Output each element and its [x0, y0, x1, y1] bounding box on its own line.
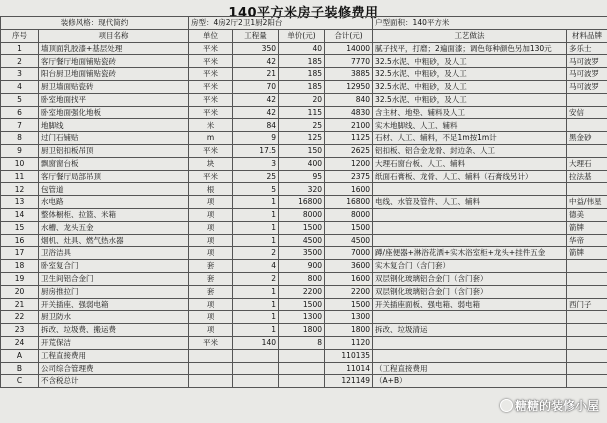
table-row — [1, 247, 607, 260]
table-cell: 4500 — [279, 234, 325, 247]
table-cell: A — [1, 349, 39, 362]
table-cell: 1800 — [279, 324, 325, 337]
table-cell: 1 — [233, 208, 279, 221]
table-row — [1, 196, 607, 209]
table-cell: 铝扣板、铝合金龙骨、封边条、人工 — [373, 144, 567, 157]
table-cell: 1 — [233, 285, 279, 298]
table-cell: 10 — [1, 157, 39, 170]
table-row — [1, 298, 607, 311]
table-cell: 德美 — [567, 208, 607, 221]
table-cell: 16 — [1, 234, 39, 247]
table-cell: 8000 — [325, 208, 373, 221]
table-cell: 42 — [233, 93, 279, 106]
table-cell: 14000 — [325, 42, 373, 55]
table-cell: 开关插座面板、强电箱、弱电箱 — [373, 298, 567, 311]
table-cell — [373, 336, 567, 349]
table-cell: 7000 — [325, 247, 373, 260]
table-cell — [373, 183, 567, 196]
table-cell: 42 — [233, 55, 279, 68]
table-cell: 卧室地面找平 — [39, 93, 189, 106]
table-cell: 1 — [233, 311, 279, 324]
table-cell: 平米 — [189, 144, 233, 157]
table-cell: 箭牌 — [567, 221, 607, 234]
table-cell: （工程直接费用 — [373, 362, 567, 375]
table-cell: 实木复合门（含门套） — [373, 260, 567, 273]
table-cell: 厨卫防水 — [39, 311, 189, 324]
table-cell: 3600 — [325, 260, 373, 273]
table-cell: 115 — [279, 106, 325, 119]
table-cell: 125 — [279, 132, 325, 145]
table-cell: 1300 — [325, 311, 373, 324]
table-cell: 大理石 — [567, 157, 607, 170]
table-cell — [567, 183, 607, 196]
table-cell: 马可波罗 — [567, 55, 607, 68]
table-cell: 项 — [189, 247, 233, 260]
table-cell: 84 — [233, 119, 279, 132]
table-cell: 过门石铺贴 — [39, 132, 189, 145]
table-cell: 客厅餐厅地面铺贴瓷砖 — [39, 55, 189, 68]
table-cell — [373, 208, 567, 221]
table-cell: 13 — [1, 196, 39, 209]
table-cell: 900 — [279, 260, 325, 273]
table-cell: 卫浴洁具 — [39, 247, 189, 260]
col-header: 工艺做法 — [373, 29, 567, 42]
table-row — [1, 55, 607, 68]
table-cell: 12950 — [325, 80, 373, 93]
table-cell: 1600 — [325, 183, 373, 196]
table-cell: 马可波罗 — [567, 80, 607, 93]
table-cell: 厨房推拉门 — [39, 285, 189, 298]
table-cell — [567, 285, 607, 298]
table-cell: 1 — [233, 324, 279, 337]
table-cell: 马可波罗 — [567, 68, 607, 81]
decor-style: 装修风格：现代简约 — [1, 17, 189, 30]
col-header: 单价(元) — [279, 29, 325, 42]
table-cell: 开荒保洁 — [39, 336, 189, 349]
table-cell: 双层钢化玻璃铝合金门（含门套） — [373, 272, 567, 285]
info-row — [1, 17, 607, 30]
table-cell: 32.5水泥、中粗砂，及人工 — [373, 68, 567, 81]
table-cell: 6 — [1, 106, 39, 119]
table-cell: 开关插座、强弱电箱 — [39, 298, 189, 311]
table-cell: 西门子 — [567, 298, 607, 311]
table-cell: 不含税总计 — [39, 375, 189, 388]
table-row — [1, 260, 607, 273]
table-row — [1, 106, 607, 119]
table-cell: 9 — [233, 132, 279, 145]
table-cell: 5 — [1, 93, 39, 106]
table-row — [1, 221, 607, 234]
table-cell — [567, 272, 607, 285]
table-cell: 5 — [233, 183, 279, 196]
table-cell: 1300 — [279, 311, 325, 324]
table-cell: 水槽、龙头五金 — [39, 221, 189, 234]
table-row — [1, 68, 607, 81]
table-cell: 1120 — [325, 336, 373, 349]
table-cell: 7 — [1, 119, 39, 132]
table-cell — [233, 375, 279, 388]
table-cell: 1500 — [325, 298, 373, 311]
table-cell: 1 — [1, 42, 39, 55]
col-header: 合计(元) — [325, 29, 373, 42]
table-cell: 客厅餐厅局部吊顶 — [39, 170, 189, 183]
table-cell: 项 — [189, 208, 233, 221]
table-cell: 墙顶面乳胶漆+基层处理 — [39, 42, 189, 55]
table-cell: 2100 — [325, 119, 373, 132]
table-cell: 套 — [189, 260, 233, 273]
table-row — [1, 183, 607, 196]
table-cell: 21 — [233, 68, 279, 81]
table-cell: m — [189, 132, 233, 145]
table-cell: 400 — [279, 157, 325, 170]
table-cell: 拆改、垃圾费、搬运费 — [39, 324, 189, 337]
table-cell: 350 — [233, 42, 279, 55]
table-cell: 20 — [279, 93, 325, 106]
table-cell: 2200 — [279, 285, 325, 298]
col-header: 工程量 — [233, 29, 279, 42]
table-cell: 纸面石膏板、龙骨、人工、辅料（石膏线另计） — [373, 170, 567, 183]
table-cell: 平米 — [189, 336, 233, 349]
table-cell: 24 — [1, 336, 39, 349]
table-cell: 95 — [279, 170, 325, 183]
table-row — [1, 208, 607, 221]
table-cell: 中益/伟星 — [567, 196, 607, 209]
table-row — [1, 144, 607, 157]
table-cell: 2 — [233, 272, 279, 285]
table-cell: 18 — [1, 260, 39, 273]
table-cell: 20 — [1, 285, 39, 298]
table-cell: 4830 — [325, 106, 373, 119]
table-cell: 套 — [189, 272, 233, 285]
table-cell: 石材、人工、辅料，不足1m按1m计 — [373, 132, 567, 145]
table-cell: 双层钢化玻璃铝合金门（含门套） — [373, 285, 567, 298]
table-cell — [373, 234, 567, 247]
table-cell — [567, 260, 607, 273]
table-cell: 腻子找平，打磨；2遍面漆；调色每种颜色另加130元 — [373, 42, 567, 55]
table-cell: 厨卫墙面贴瓷砖 — [39, 80, 189, 93]
table-cell: 150 — [279, 144, 325, 157]
table-cell: 公司综合管理费 — [39, 362, 189, 375]
table-cell: 卧室复合门 — [39, 260, 189, 273]
table-cell: 16800 — [279, 196, 325, 209]
table-cell: 8 — [279, 336, 325, 349]
table-cell — [279, 375, 325, 388]
table-cell: 3885 — [325, 68, 373, 81]
table-cell — [567, 144, 607, 157]
table-cell — [373, 311, 567, 324]
table-cell — [567, 119, 607, 132]
table-cell — [189, 375, 233, 388]
table-cell: 42 — [233, 106, 279, 119]
table-row — [1, 170, 607, 183]
table-cell: 3 — [233, 157, 279, 170]
table-cell: 4 — [1, 80, 39, 93]
table-cell — [567, 375, 607, 388]
table-cell: 黑金砂 — [567, 132, 607, 145]
table-row — [1, 324, 607, 337]
table-cell: 110135 — [325, 349, 373, 362]
table-cell: 大理石窗台板、人工、辅料 — [373, 157, 567, 170]
table-cell — [567, 336, 607, 349]
table-row — [1, 336, 607, 349]
table-cell: 米 — [189, 119, 233, 132]
table-cell: 40 — [279, 42, 325, 55]
table-cell: 电线、水管及管件、人工、辅料 — [373, 196, 567, 209]
table-cell: 9 — [1, 144, 39, 157]
table-cell: 1500 — [279, 221, 325, 234]
table-cell: 套 — [189, 285, 233, 298]
table-row — [1, 132, 607, 145]
table-cell: 14 — [1, 208, 39, 221]
table-cell: 4500 — [325, 234, 373, 247]
table-cell: 800 — [279, 272, 325, 285]
table-cell: 1800 — [325, 324, 373, 337]
table-cell — [567, 324, 607, 337]
table-cell: 地脚线 — [39, 119, 189, 132]
table-cell: 21 — [1, 298, 39, 311]
table-cell: 22 — [1, 311, 39, 324]
table-cell — [373, 349, 567, 362]
table-cell: 11014 — [325, 362, 373, 375]
table-row — [1, 285, 607, 298]
table-row — [1, 42, 607, 55]
table-cell — [233, 349, 279, 362]
table-cell — [373, 221, 567, 234]
table-cell: 华帝 — [567, 234, 607, 247]
table-cell: （A+B） — [373, 375, 567, 388]
cost-table — [0, 16, 607, 388]
table-row — [1, 234, 607, 247]
table-cell: 块 — [189, 157, 233, 170]
table-cell: 1200 — [325, 157, 373, 170]
table-cell: 3 — [1, 68, 39, 81]
col-header: 材料品牌 — [567, 29, 607, 42]
table-cell: 2 — [1, 55, 39, 68]
table-cell: B — [1, 362, 39, 375]
table-cell: 项 — [189, 311, 233, 324]
table-cell: 8000 — [279, 208, 325, 221]
table-cell: 17 — [1, 247, 39, 260]
table-row — [1, 272, 607, 285]
table-cell: 25 — [279, 119, 325, 132]
table-cell: 25 — [233, 170, 279, 183]
table-cell: 19 — [1, 272, 39, 285]
table-cell: 1125 — [325, 132, 373, 145]
table-cell: 含主材、地垫、辅料及人工 — [373, 106, 567, 119]
table-cell: 140 — [233, 336, 279, 349]
table-cell: 项 — [189, 298, 233, 311]
table-cell — [567, 93, 607, 106]
sheet-title: 140平方米房子装修费用 — [228, 6, 379, 21]
table-cell: 实木地脚线、人工、辅料 — [373, 119, 567, 132]
table-cell: 整体橱柜、拉篮、米箱 — [39, 208, 189, 221]
table-cell: 安信 — [567, 106, 607, 119]
table-row — [1, 80, 607, 93]
table-cell: 2200 — [325, 285, 373, 298]
table-cell: 蹲/座便器+淋浴花洒+实木浴室柜+龙头+挂件五金 — [373, 247, 567, 260]
table-cell: 185 — [279, 68, 325, 81]
table-cell: 4 — [233, 260, 279, 273]
table-cell: 卧室地面强化地板 — [39, 106, 189, 119]
table-cell — [567, 362, 607, 375]
watermark-text: 糖糖的装修小屋 — [514, 399, 599, 413]
summary-row — [1, 349, 607, 362]
table-cell: 平米 — [189, 55, 233, 68]
table-cell: 拆改、垃圾清运 — [373, 324, 567, 337]
table-cell: 飘窗窗台板 — [39, 157, 189, 170]
table-cell: 1500 — [279, 298, 325, 311]
summary-row — [1, 375, 607, 388]
table-cell: 1 — [233, 196, 279, 209]
table-cell: 23 — [1, 324, 39, 337]
table-cell — [567, 349, 607, 362]
table-cell: 11 — [1, 170, 39, 183]
table-cell: 平米 — [189, 106, 233, 119]
table-cell: 项 — [189, 324, 233, 337]
table-row — [1, 93, 607, 106]
table-cell: 水电路 — [39, 196, 189, 209]
table-cell: 平米 — [189, 68, 233, 81]
table-cell — [279, 362, 325, 375]
table-cell: 多乐士 — [567, 42, 607, 55]
table-cell: C — [1, 375, 39, 388]
summary-row — [1, 362, 607, 375]
table-cell: 7770 — [325, 55, 373, 68]
table-cell — [233, 362, 279, 375]
table-cell: 2375 — [325, 170, 373, 183]
camera-icon — [500, 399, 513, 412]
table-cell: 12 — [1, 183, 39, 196]
table-cell: 1 — [233, 221, 279, 234]
table-cell: 拉法基 — [567, 170, 607, 183]
table-cell: 3500 — [279, 247, 325, 260]
table-row — [1, 119, 607, 132]
table-cell — [189, 349, 233, 362]
house-layout: 房型：4房2厅2卫1厨2阳台 — [189, 17, 373, 30]
table-cell — [567, 311, 607, 324]
table-cell: 320 — [279, 183, 325, 196]
watermark — [500, 397, 599, 414]
table-cell: 70 — [233, 80, 279, 93]
table-row — [1, 157, 607, 170]
table-cell: 平米 — [189, 93, 233, 106]
table-cell: 8 — [1, 132, 39, 145]
col-header: 序号 — [1, 29, 39, 42]
header-row — [1, 29, 607, 42]
table-row — [1, 311, 607, 324]
table-cell: 平米 — [189, 42, 233, 55]
table-cell: 箭牌 — [567, 247, 607, 260]
table-cell: 32.5水泥、中粗砂，及人工 — [373, 55, 567, 68]
table-cell: 阳台厨卫地面铺贴瓷砖 — [39, 68, 189, 81]
table-cell: 工程直接费用 — [39, 349, 189, 362]
table-cell: 厨卫铝扣板吊顶 — [39, 144, 189, 157]
col-header: 项目名称 — [39, 29, 189, 42]
table-cell: 32.5水泥、中粗砂，及人工 — [373, 80, 567, 93]
table-cell: 1500 — [325, 221, 373, 234]
table-cell: 卫生间铝合金门 — [39, 272, 189, 285]
table-cell: 17.5 — [233, 144, 279, 157]
table-cell: 840 — [325, 93, 373, 106]
table-cell: 2625 — [325, 144, 373, 157]
table-cell: 平米 — [189, 170, 233, 183]
table-cell: 1 — [233, 298, 279, 311]
table-cell: 185 — [279, 80, 325, 93]
table-cell: 包管道 — [39, 183, 189, 196]
table-cell: 项 — [189, 196, 233, 209]
table-cell: 121149 — [325, 375, 373, 388]
table-cell: 2 — [233, 247, 279, 260]
table-cell: 16800 — [325, 196, 373, 209]
table-cell: 项 — [189, 221, 233, 234]
table-cell: 项 — [189, 234, 233, 247]
house-area: 户型面积：140平方米 — [373, 17, 607, 30]
table-cell: 15 — [1, 221, 39, 234]
table-cell: 32.5水泥、中粗砂，及人工 — [373, 93, 567, 106]
table-cell: 根 — [189, 183, 233, 196]
table-cell: 平米 — [189, 80, 233, 93]
col-header: 单位 — [189, 29, 233, 42]
table-cell: 1 — [233, 234, 279, 247]
table-cell: 1600 — [325, 272, 373, 285]
table-cell — [279, 349, 325, 362]
table-cell: 烟机、灶具、燃气热水器 — [39, 234, 189, 247]
table-cell — [189, 362, 233, 375]
table-cell: 185 — [279, 55, 325, 68]
